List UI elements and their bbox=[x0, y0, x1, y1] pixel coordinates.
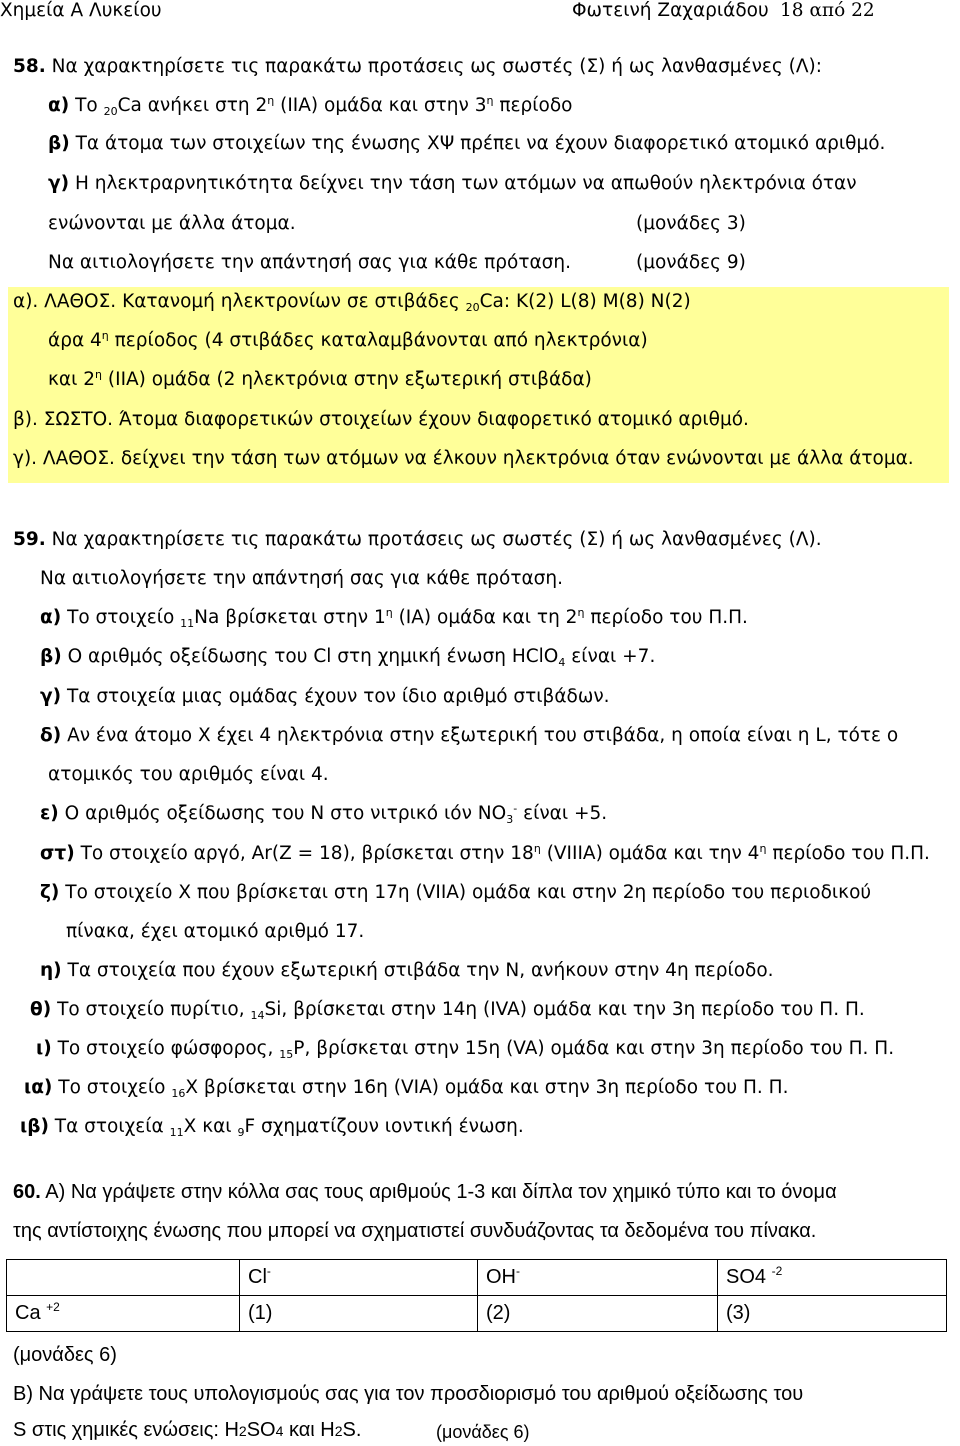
q59-item-e: ε) Ο αριθμός οξείδωσης του N στο νιτρικό ιόν $NO_3^-$ είναι +5. bbox=[40, 802, 608, 826]
q59-item-b: β) Ο αριθμός οξείδωσης του Cl στη χημική ένωση HClO$_4$ είναι +7. bbox=[40, 646, 656, 669]
q59-intro: 59. Να χαρακτηρίσετε τις παρακάτω προτάσεις ως σωστές (Σ) ή ως λανθασμένες (Λ). bbox=[13, 529, 822, 550]
header-left: Χημεία Α Λυκείου bbox=[0, 0, 162, 21]
answer-c: γ). ΛΑΘΟΣ. δείχνει την τάση των ατόμων να έλκουν ηλεκτρόνια όταν ενώνονται με άλλα άτομα. bbox=[13, 448, 914, 469]
q59-number: 59. bbox=[13, 529, 46, 550]
table-row bbox=[7, 1296, 947, 1332]
table-cell-1: (1) bbox=[240, 1296, 478, 1332]
q58-intro: 58. Να χαρακτηρίσετε τις παρακάτω προτάσεις ως σωστές (Σ) ή ως λανθασμένες (Λ): bbox=[13, 56, 822, 77]
q59-item-c: γ) Τα στοιχεία μιας ομάδας έχουν τον ίδιο αριθμό στιβάδων. bbox=[40, 686, 610, 707]
answer-a-line2: άρα $4^\eta$ περίοδος (4 στιβάδες καταλαμβάνονται από ηλεκτρόνια) bbox=[48, 329, 648, 351]
q59-item-a: α) Το στοιχείο $_{11}$Na βρίσκεται στην $1^\eta$ (ΙΑ) ομάδα και τη $2^\eta$ περίοδο του Π.Π. bbox=[40, 606, 748, 630]
q58-points-3: (μονάδες 3) bbox=[636, 213, 746, 234]
header-page-number: 18 από 22 bbox=[780, 0, 875, 21]
q58-points-9: (μονάδες 9) bbox=[636, 252, 746, 273]
q58-item-c-cont: ενώνονται με άλλα άτομα. bbox=[48, 213, 296, 234]
ion-combination-table bbox=[6, 1259, 947, 1332]
answer-b: β). ΣΩΣΤΟ. Άτομα διαφορετικών στοιχείων έχουν διαφορετικό ατομικό αριθμό. bbox=[13, 409, 749, 430]
anion-oh: OH- bbox=[478, 1260, 718, 1296]
q60-line1: 60. Α) Να γράψετε στην κόλλα σας τους αριθμούς 1-3 και δίπλα τον χημικό τύπο και το όνομα bbox=[13, 1181, 837, 1203]
q60-points-b: (μονάδες 6) bbox=[436, 1422, 530, 1442]
q59-item-z-cont: πίνακα, έχει ατομικό αριθμό 17. bbox=[66, 921, 365, 942]
q59-item-ia: ια) Το στοιχείο $_{16}$X βρίσκεται στην 16η (VIA) ομάδα και στην 3η περίοδο του Π. Π. bbox=[24, 1077, 789, 1100]
q60-number: 60. bbox=[13, 1181, 41, 1203]
q60-line3: Β) Να γράψετε τους υπολογισμούς σας για τον προσδιορισμό του αριθμού οξείδωσης του bbox=[13, 1383, 804, 1405]
table-row bbox=[7, 1260, 947, 1296]
q59-item-d: δ) Αν ένα άτομο Χ έχει 4 ηλεκτρόνια στην εξωτερική του στιβάδα, η οποία είναι η L, τότε ο bbox=[40, 725, 899, 746]
q59-item-d-cont: ατομικός του αριθμός είναι 4. bbox=[48, 764, 329, 785]
q59-item-i: ι) Το στοιχείο φώσφορος, $_{15}$P, βρίσκεται στην 15η (VA) ομάδα και στην 3η περίοδο του Π. Π. bbox=[36, 1038, 895, 1061]
cation-ca: Ca $^{+2}$ bbox=[7, 1296, 240, 1332]
q58-item-a: α) Το $_{20}$Ca ανήκει στη $2^\eta$ (IIA) ομάδα και στην $3^\eta$ περίοδο bbox=[48, 94, 573, 118]
q59-item-st: στ) Το στοιχείο αργό, Ar(Z = 18), βρίσκεται στην $18^\eta$ (VIIIA) ομάδα και την $4^\eta$ περίοδο του Π.Π. bbox=[40, 842, 930, 864]
q59-justify: Να αιτιολογήσετε την απάντησή σας για κάθε πρόταση. bbox=[40, 568, 564, 589]
answer-a-line3: και $2^\eta$ (IIA) ομάδα (2 ηλεκτρόνια στην εξωτερική στιβάδα) bbox=[48, 368, 592, 390]
anion-so4: SO4 $^{-2}$ bbox=[718, 1260, 947, 1296]
q59-item-ib: ιβ) Τα στοιχεία $_{11}$X και $_9$F σχηματίζουν ιοντική ένωση. bbox=[20, 1116, 524, 1139]
q60-line2: της αντίστοιχης ένωσης που μπορεί να σχηματιστεί συνδυάζοντας τα δεδομένα του πίνακα. bbox=[13, 1220, 817, 1242]
table-cell-2: (2) bbox=[478, 1296, 718, 1332]
q60-line4: S στις χημικές ενώσεις: H2SO4 και H2S. bbox=[13, 1419, 362, 1441]
q60-points-a: (μονάδες 6) bbox=[13, 1344, 117, 1366]
q59-item-z: ζ) Το στοιχείο Χ που βρίσκεται στη 17η (VIIA) ομάδα και στην 2η περίοδο του περιοδικού bbox=[40, 882, 872, 903]
answer-a: α). ΛΑΘΟΣ. Κατανομή ηλεκτρονίων σε στιβάδες $_{20}$Ca: K(2) L(8) M(8) N(2) bbox=[13, 291, 691, 314]
q58-number: 58. bbox=[13, 56, 46, 77]
anion-cl: Cl- bbox=[240, 1260, 478, 1296]
q58-item-b: β) Τα άτομα των στοιχείων της ένωσης ΧΨ πρέπει να έχουν διαφορετικό ατομικό αριθμό. bbox=[48, 133, 886, 154]
q58-justify: Να αιτιολογήσετε την απάντησή σας για κάθε πρόταση. bbox=[48, 252, 572, 273]
header-author: Φωτεινή Ζαχαριάδου bbox=[572, 0, 769, 21]
table-cell-3: (3) bbox=[718, 1296, 947, 1332]
q59-item-th: θ) Το στοιχείο πυρίτιο, $_{14}$Si, βρίσκεται στην 14η (IVA) ομάδα και την 3η περίοδο του Π. Π. bbox=[30, 999, 865, 1022]
q58-item-c: γ) Η ηλεκτραρνητικότητα δείχνει την τάση των ατόμων να απωθούν ηλεκτρόνια όταν bbox=[48, 173, 857, 194]
table-corner-cell bbox=[7, 1260, 240, 1296]
q59-item-h: η) Τα στοιχεία που έχουν εξωτερική στιβάδα την Ν, ανήκουν στην 4η περίοδο. bbox=[40, 960, 774, 981]
